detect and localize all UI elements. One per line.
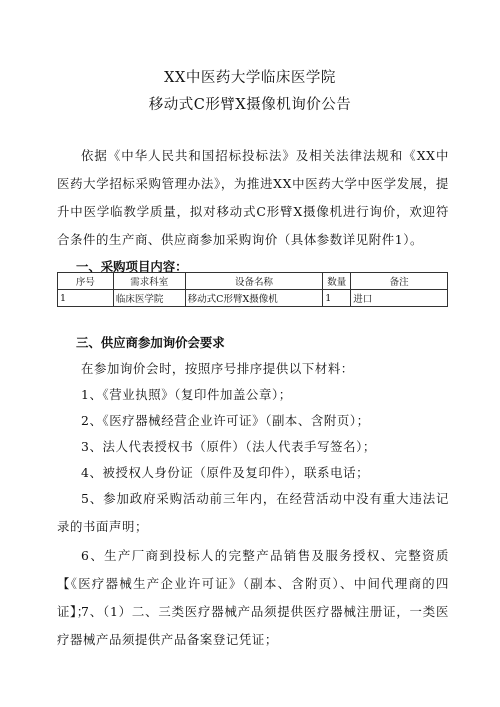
table-cell: 1	[323, 290, 351, 307]
table-header-cell: 需求科室	[113, 273, 185, 290]
table-cell: 1	[58, 290, 114, 307]
table-header-cell: 序号	[58, 273, 114, 290]
list-item: 4、被授权人身份证（原件及复印件），联系电话；	[81, 465, 370, 480]
list-item: 7、（1）二、三类医疗器械产品须提供医疗器械注册证，一类医疗器械产品须提供产品备案登记凭证；	[57, 604, 449, 647]
section3-heading: 三、供应商参加询价会要求	[76, 335, 225, 350]
table-cell: 进口	[351, 290, 448, 307]
document-title-line2: 移动式C形臂X摄像机询价公告	[148, 97, 352, 113]
table-header-cell: 设备名称	[185, 273, 323, 290]
procurement-table	[57, 272, 448, 307]
section3-intro: 在参加询价会时，按照序号排序提供以下材料：	[81, 361, 354, 376]
table-header-row	[58, 273, 448, 290]
table-row	[58, 290, 448, 307]
list-item: 5、参加政府采购活动前三年内，在经营活动中没有重大违法记录的书面声明；	[57, 491, 449, 534]
table-cell: 临床医学院	[113, 290, 185, 307]
intro-paragraph: 依据《中华人民共和国招标投标法》及相关法律法规和《XX中医药大学招标采购管理办法》，为推进XX中医药大学中医学发展，提升中医学临教学质量，拟对移动式C形臂X摄像机进行询价，欢迎符合条件的生产商、供应商参加采购询价（具体参数详见附件1）。	[57, 148, 449, 247]
list-item: 2、《医疗器械经营企业许可证》（副本、含附页）；	[81, 413, 370, 428]
list-item: 6、生产厂商到投标人的完整产品销售及服务授权、完整资质【《医疗器械生产企业许可证》（副本、含附页）、中间代理商的四证】；	[57, 548, 449, 619]
section1-heading: 一、采购项目内容：	[76, 259, 188, 274]
table-cell: 移动式C形臂X摄像机	[185, 290, 323, 307]
table-header-cell: 数量	[323, 273, 351, 290]
table-header-cell: 备注	[351, 273, 448, 290]
document-title-line1: XX中医药大学临床医学院	[164, 70, 336, 86]
list-item: 3、法人代表授权书（原件）（法人代表手写签名）；	[81, 439, 376, 454]
list-item: 1、《营业执照》（复印件加盖公章）；	[81, 387, 292, 402]
